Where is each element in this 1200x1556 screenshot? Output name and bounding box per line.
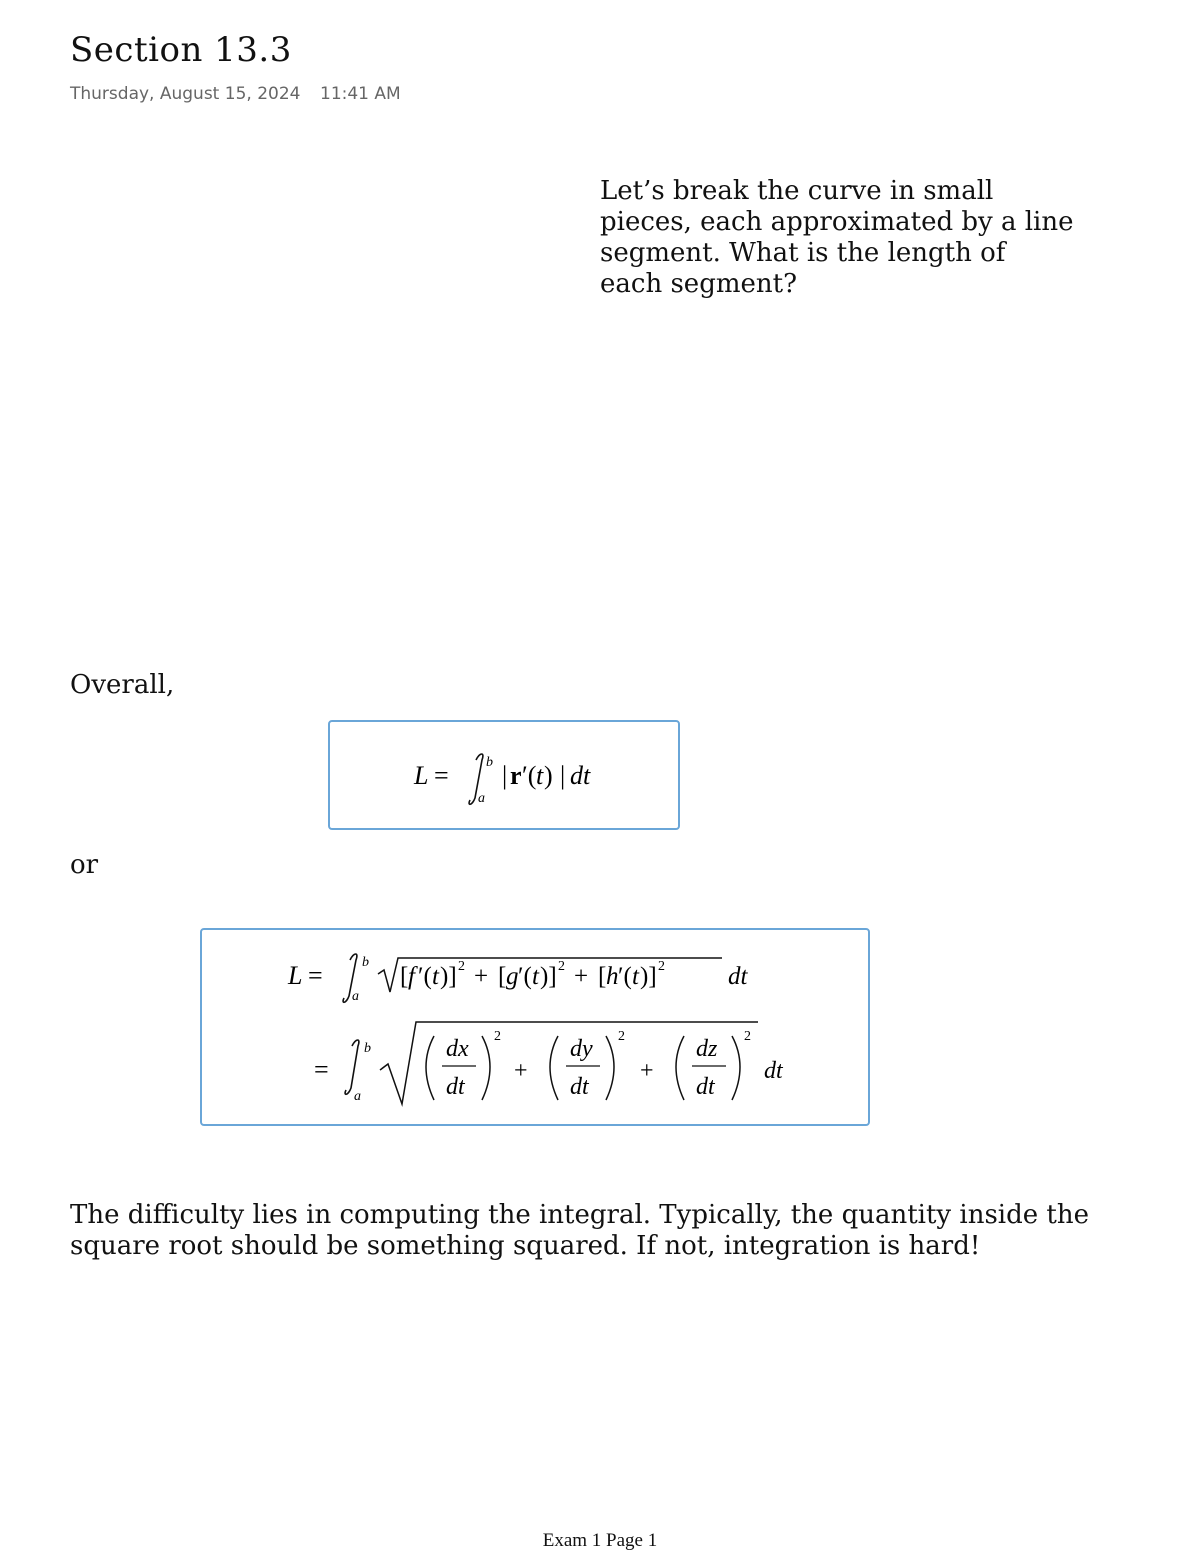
svg-text:[: [ xyxy=(400,963,409,990)
svg-text:dx: dx xyxy=(446,1036,469,1062)
svg-text:): ) xyxy=(544,761,553,790)
svg-text:2: 2 xyxy=(494,1029,501,1044)
svg-text:t: t xyxy=(632,963,639,990)
arc-length-vector-formula xyxy=(330,722,678,828)
svg-text:a: a xyxy=(352,989,359,1004)
note-line: pieces, each approximated by a line xyxy=(600,207,1074,237)
svg-text:[: [ xyxy=(598,963,607,990)
conclusion-note xyxy=(70,1200,1089,1262)
note-line: segment. What is the length of xyxy=(600,238,1006,268)
svg-text:L: L xyxy=(288,961,303,990)
svg-text:f: f xyxy=(408,963,415,990)
svg-text:t: t xyxy=(432,963,439,990)
svg-text:t: t xyxy=(536,761,544,790)
segment-question-note xyxy=(600,176,1074,300)
svg-text:=: = xyxy=(434,761,449,790)
svg-text:+: + xyxy=(514,1058,528,1084)
overall-label: Overall, xyxy=(70,670,175,700)
note-line: Let’s break the curve in small xyxy=(600,176,994,206)
svg-text:h: h xyxy=(606,963,619,990)
page-date: Thursday, August 15, 2024 xyxy=(70,84,301,104)
svg-text:[: [ xyxy=(498,963,507,990)
svg-text:dt: dt xyxy=(696,1074,715,1100)
svg-text:dt: dt xyxy=(570,1074,589,1100)
svg-text:2: 2 xyxy=(558,959,565,974)
svg-text:′(: ′( xyxy=(522,761,537,790)
svg-text:=: = xyxy=(308,961,323,990)
svg-text:t: t xyxy=(532,963,539,990)
svg-text:′(: ′( xyxy=(518,963,532,990)
svg-text:dz: dz xyxy=(696,1036,718,1062)
page-time: 11:41 AM xyxy=(320,84,401,104)
svg-text:2: 2 xyxy=(618,1029,625,1044)
svg-text:+: + xyxy=(474,963,489,990)
svg-text:dt: dt xyxy=(764,1058,783,1084)
svg-text:2: 2 xyxy=(658,959,665,974)
svg-text:r: r xyxy=(510,761,522,790)
svg-text:dy: dy xyxy=(570,1036,593,1062)
svg-text:2: 2 xyxy=(744,1029,751,1044)
svg-text:)]: )] xyxy=(440,963,457,990)
svg-text:=: = xyxy=(314,1055,329,1084)
svg-text:|: | xyxy=(502,761,508,790)
svg-text:)]: )] xyxy=(540,963,557,990)
svg-text:+: + xyxy=(640,1058,654,1084)
arc-length-components-formula xyxy=(202,930,868,1124)
svg-text:′(: ′( xyxy=(418,963,432,990)
svg-text:+: + xyxy=(574,963,589,990)
svg-text:dt: dt xyxy=(728,963,748,990)
svg-text:dt: dt xyxy=(446,1074,465,1100)
svg-text:′(: ′( xyxy=(618,963,632,990)
or-label: or xyxy=(70,850,99,880)
svg-text:b: b xyxy=(364,1041,371,1056)
svg-text:)]: )] xyxy=(640,963,657,990)
page-title: Section 13.3 xyxy=(70,30,292,70)
note-line: each segment? xyxy=(600,269,798,299)
formula-box-vector xyxy=(328,720,680,830)
svg-text:a: a xyxy=(478,791,485,806)
svg-text:dt: dt xyxy=(570,761,591,790)
svg-text:L: L xyxy=(414,761,429,790)
svg-text:b: b xyxy=(362,955,369,970)
note-line: The difficulty lies in computing the integral. Typically, the quantity inside the xyxy=(70,1200,1089,1230)
formula-box-components xyxy=(200,928,870,1126)
svg-text:g: g xyxy=(506,963,519,990)
page-footer: Exam 1 Page 1 xyxy=(542,1530,658,1551)
svg-text:2: 2 xyxy=(458,959,465,974)
svg-text:|: | xyxy=(560,761,566,790)
svg-text:b: b xyxy=(486,755,493,770)
note-line: square root should be something squared. If not, integration is hard! xyxy=(70,1231,981,1261)
svg-text:a: a xyxy=(354,1089,361,1104)
